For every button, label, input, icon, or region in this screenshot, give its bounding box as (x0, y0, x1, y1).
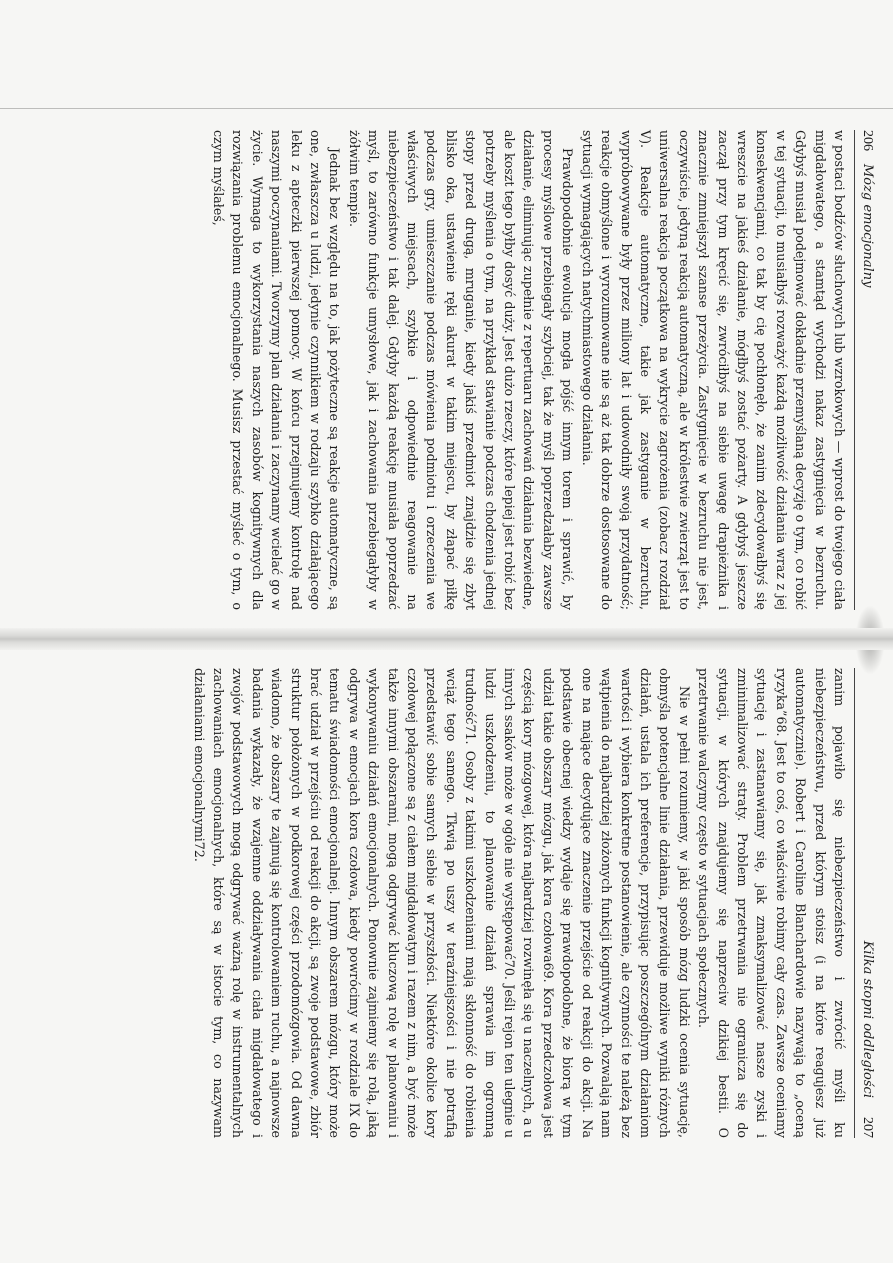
right-running-title: Kilka stopni oddległości (860, 940, 875, 1098)
left-paragraph-3: Jednak bez względu na to, jak pożyteczne są reakcje automatyczne, są one, zwłaszcza u ludzi, jedynie czynnikiem w rodzaju szybko działającego leku z apteczki pierwszej pomocy. W końcu przejmujemy kontrolę nad naszymi poczynaniami. Tworzymy plan działania i zaczynamy wcielać go w życie. Wymaga to wykorzystania naszych zasobów kognitywnych dla rozwiązania problemu emocjonalnego. Musisz przestać myśleć o tym, o czym myślałeś, (211, 130, 343, 610)
right-paragraph-1: zanim pojawiło się niebezpieczeństwo i zwrócić myśli ku niebezpieczeństwu, przed którym stoisz (i na które reagujesz już automatycznie). Robert i Caroline Blanchardowie nazywają to „oceną ryzyka”68. Jest to coś, co właściwie robimy cały czas. Zawsze oceniamy sytuację i zastanawiamy się, jak zmaksymalizować nasze zyski i zminimalizować straty. Problem przetrwania nie ogranicza się do sytuacji, w których znajdujemy się naprzeciw dzikiej bestii. O przetrwanie walczymy często w sytuacjach społecznych. (696, 668, 847, 1138)
left-paragraph-2: Prawdopodobnie ewolucja mogła pójść innym torem i sprawić, by procesy myślowe przebiegały szybciej, tak że myśl poprzedzałaby zawsze działanie, eliminując zupełnie z repertuaru zachowań działania bezwiedne, ale koszt tego byłby dosyć duży. Jest dużo rzeczy, które lepiej jest robić bez potrzeby myślenia o tym, na przykład stawianie podczas chodzenia jednej stopy przed drugą, mruganie, kiedy jakiś przedmiot znajdzie się zbyt blisko oka, ustawienie ręki akurat w takim miejscu, by złapać piłkę podczas gry, umieszczanie podczas mówienia podmiotu i orzeczenia we właściwych miejscach, szybkie i odpowiednie reagowanie na niebezpieczeństwo i tak dalej. Gdyby każdą reakcję musiała poprzedzać myśl, to zarówno funkcje umysłowe, jak i zachowania przebiegałyby w żółwim tempie. (346, 130, 576, 610)
left-body-text (209, 130, 849, 610)
right-body-text (189, 668, 849, 1138)
right-page (0, 668, 893, 1138)
left-page-edge (0, 108, 893, 109)
left-running-head (854, 130, 877, 610)
left-page-number: 206 (860, 130, 875, 151)
left-page (0, 130, 893, 610)
left-running-title: Mózg emocjonalny (860, 164, 875, 288)
right-running-head (854, 668, 877, 1138)
right-page-number: 207 (860, 1117, 875, 1138)
book-gutter (0, 628, 893, 650)
left-paragraph-1: w postaci bodźców słuchowych lub wzrokowych — wprost do twojego ciała migdałowatego, a stamtąd wychodzi nakaz zastygnięcia w bezruchu. Gdybyś musiał podejmować dokładnie przemyślaną decyzję o tym, co robić w tej sytuacji, to musiałbyś rozważyć każdą możliwość działania wraz z jej konsekwencjami, co tak by cię pochłonęło, że zanim zdecydowałbyś się wreszcie na jakieś działanie, mógłbyś zostać pożarty. A gdybyś jeszcze zaczął przy tym kręcić się, zwróciłbyś na siebie uwagę drapieżnika i znacznie zmniejszył szanse przeżycia. Zastygnięcie w bezruchu nie jest, oczywiście, jedyną reakcją automatyczną, ale w królestwie zwierząt jest to uniwersalna reakcja początkowa na wykrycie zagrożenia (zobacz rozdział V). Reakcje automatyczne, takie jak zastyganie w bezruchu, wypróbowywane były przez miliony lat i udowodniły swoją przydatność; reakcje obmyślone i wyrozumowane nie są aż tak dobrze dostosowane do sytuacji wymagających natychmiastowego działania. (579, 130, 847, 610)
right-paragraph-2: Nie w pełni rozumiemy, w jaki sposób mózg ludzki ocenia sytuację, obmyśla potencjalne linie działania, przewiduje możliwe wyniki różnych działań, ustala ich preferencje, przypisując poszczególnym działaniom wartości i wybiera konkretne postanowienie, ale czynności te należą bez wątpienia do najbardziej złożonych funkcji kognitywnych. Pozwalają nam one na mające decydujące znaczenie przejście od reakcji do akcji. Na podstawie obecnej wiedzy wydaje się prawdopodobne, że biorą w tym udział takie obszary mózgu, jak kora czołowa69. Kora przedczołowa jest częścią kory mózgowej, która najbardziej rozwinęła się u naczelnych, a u innych ssaków może w ogóle nie występować70. Jeśli rejon ten ulegnie u ludzi uszkodzeniu, to planowanie działań sprawia im ogromną trudność71. Osoby z takimi uszkodzeniami mają skłonność do robienia wciąż tego samego. Tkwią po uszy w teraźniejszości i nie potrafią przedstawić sobie samych siebie w przyszłości. Niektóre okolice kory czołowej połączone są z ciałem migdałowatym i razem z nim, a być może także innymi obszarami, mogą odgrywać kluczową rolę w planowaniu i wykonywaniu działań emocjonalnych. Ponownie zajmiemy się rolą, jaką odgrywa w emocjach kora czołowa, kiedy powrócimy w rozdziale IX do tematu świadomości emocjonalnej. Innym obszarem mózgu, który może brać udział w przejściu od reakcji do akcji, są zwoje podstawowe, zbiór struktur położonych w podkorowej części przodomózgowia. Od dawna wiadomo, że obszary te zajmują się kontrolowaniem ruchu, a najnowsze badania wykazały, że wzajemne oddziaływania ciała migdałowatego i zwojów podstawowych mogą odgrywać ważną rolę w instrumentalnych zachowaniach emocjonalnych, które są w istocie tym, co nazywam działaniami emocjonalnymi72. (191, 668, 692, 1138)
